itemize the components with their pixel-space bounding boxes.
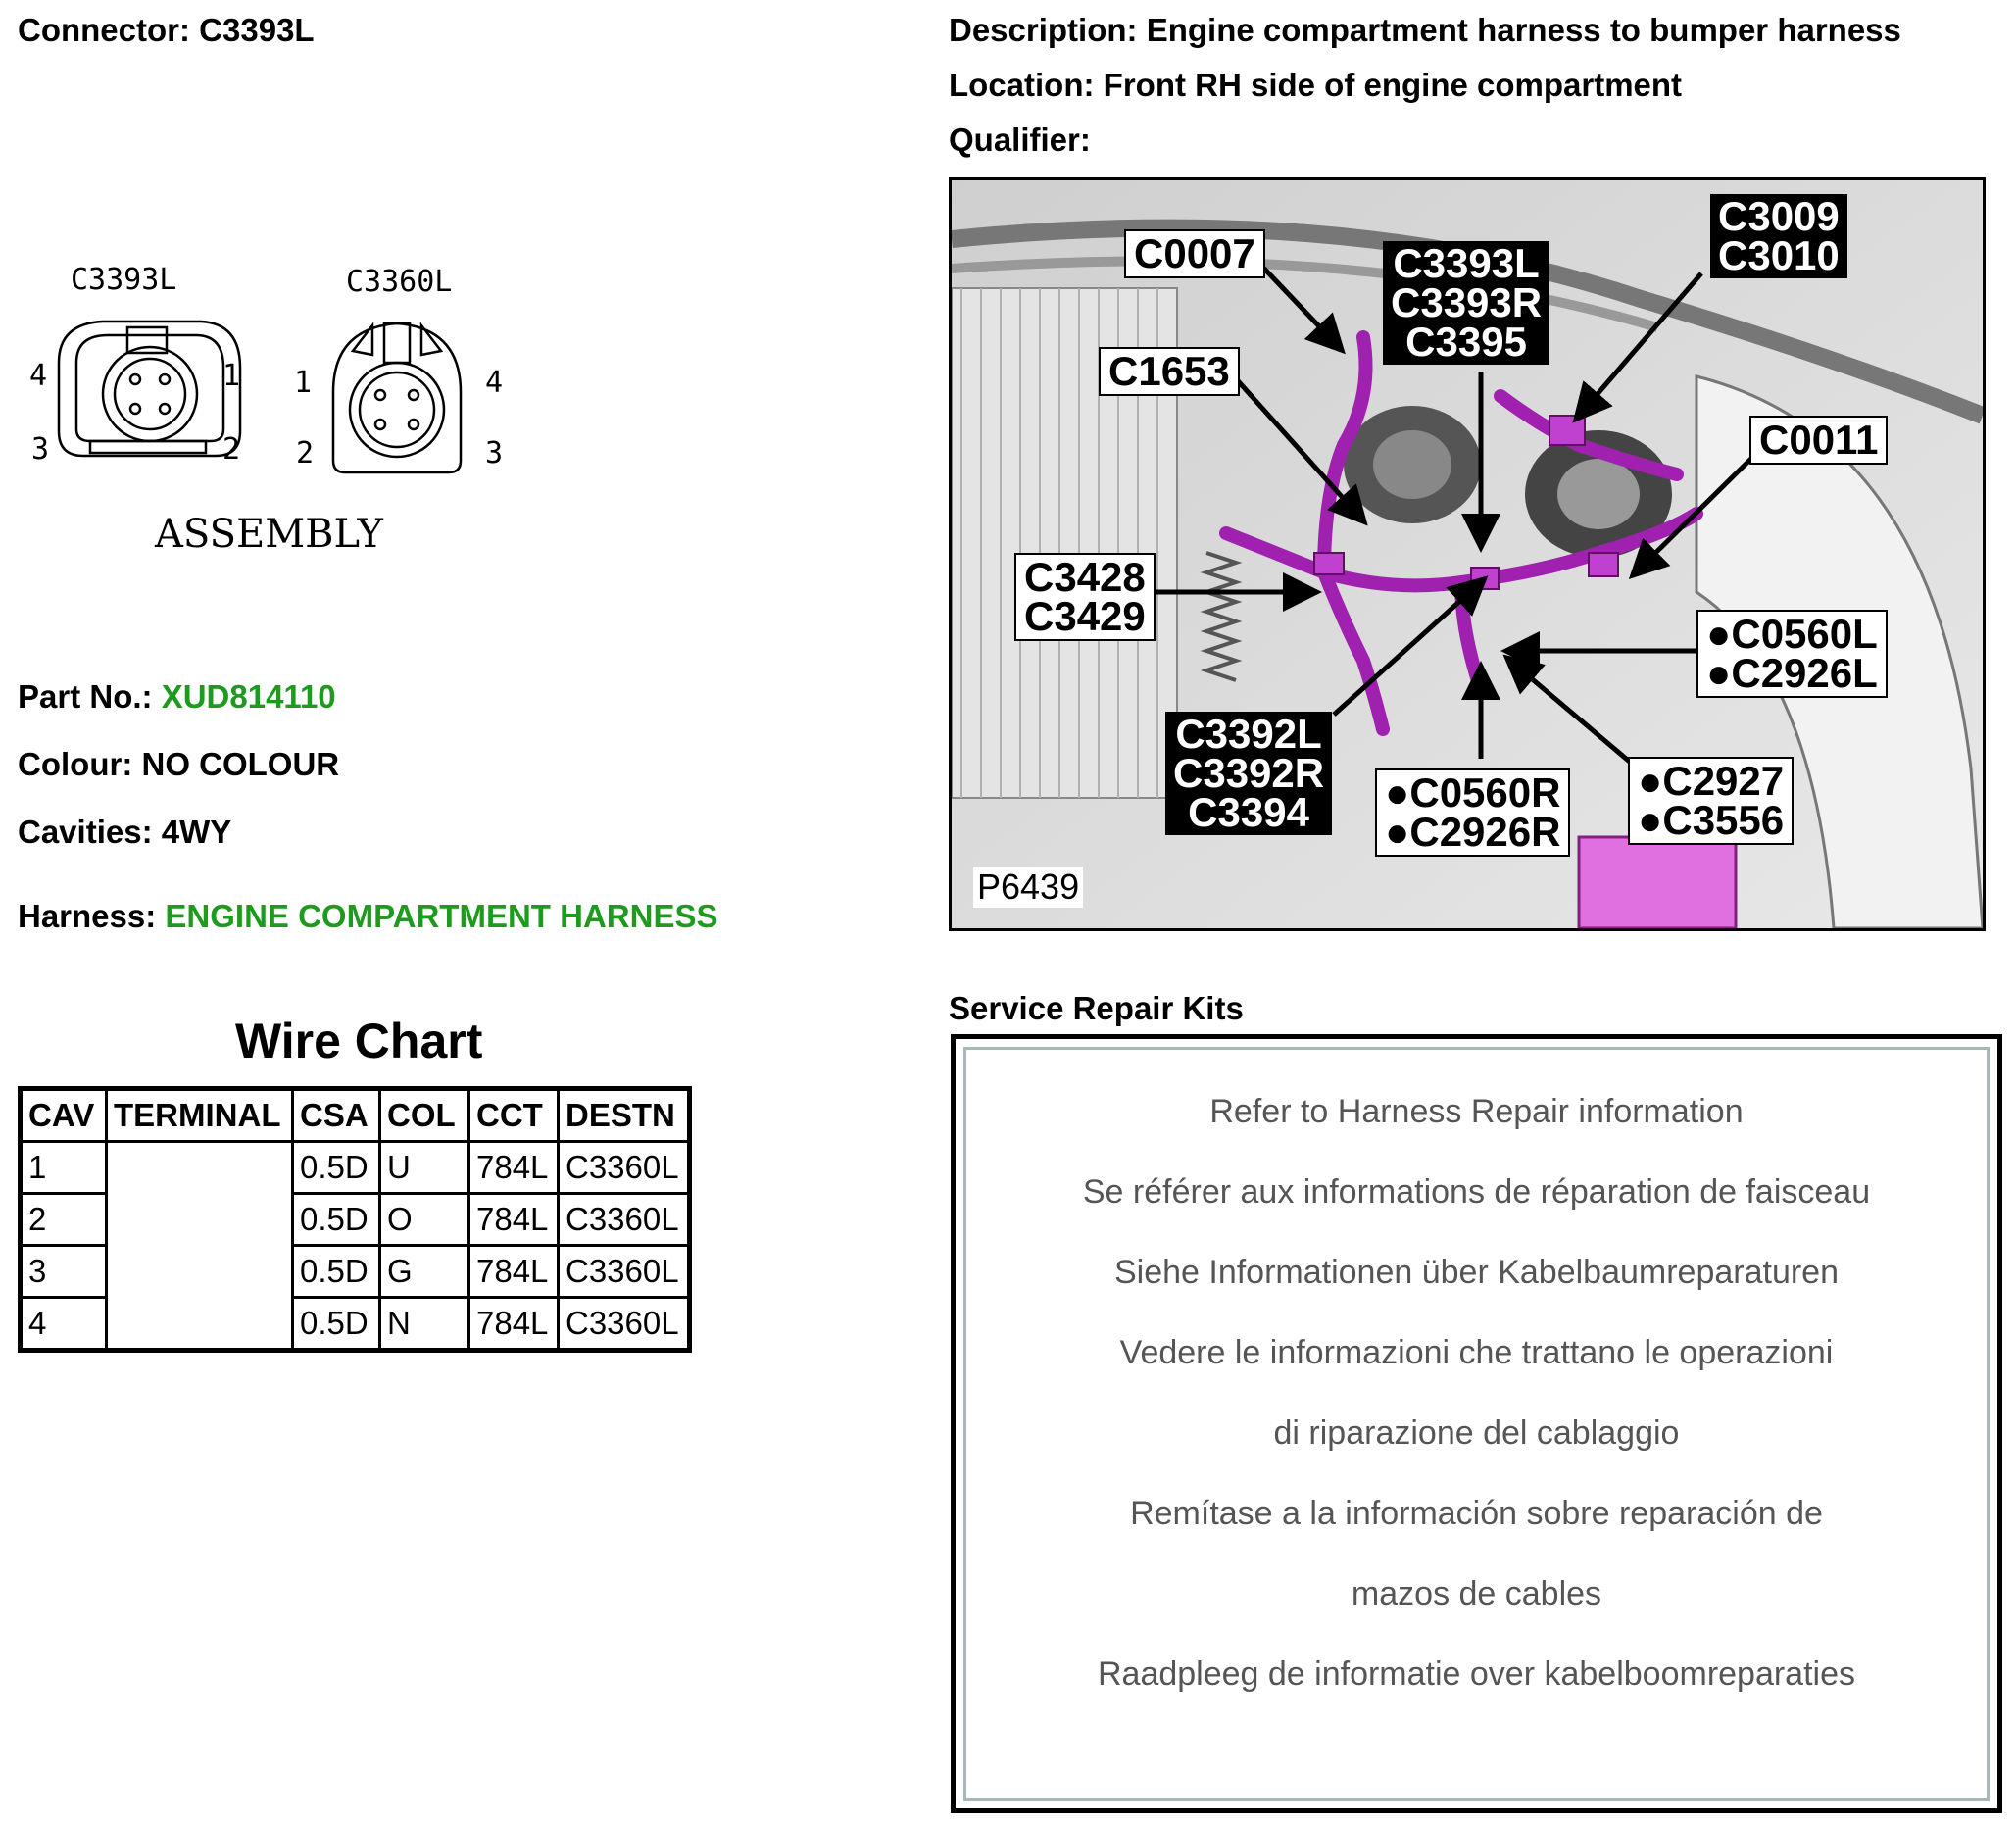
part-no-label: Part No.: <box>18 678 153 715</box>
left-pin-2: 2 <box>222 432 241 467</box>
right-pin-2: 2 <box>296 436 315 471</box>
wire-chart-table <box>18 1086 692 1353</box>
callout-c0011: C0011 <box>1749 416 1888 465</box>
table-row <box>21 1142 690 1194</box>
connector-heading <box>18 12 315 49</box>
col-csa: CSA <box>293 1089 380 1142</box>
cavities-value: 4WY <box>161 814 232 850</box>
cell-col: O <box>380 1194 469 1246</box>
wire-chart-header-row <box>21 1089 690 1142</box>
col-cav: CAV <box>21 1089 107 1142</box>
description-value: Engine compartment harness to bumper harness <box>1146 12 1901 48</box>
col-col: COL <box>380 1089 469 1142</box>
description-label: Description: <box>949 12 1138 48</box>
cell-cct: 784L <box>469 1298 559 1351</box>
right-pin-3: 3 <box>485 436 504 471</box>
diagram-caption: ASSEMBLY <box>155 512 383 557</box>
location-value: Front RH side of engine compartment <box>1103 67 1683 103</box>
colour-label: Colour: <box>18 746 133 782</box>
repair-line-it-2: di riparazione del cablaggio <box>1273 1414 1680 1452</box>
cell-cct: 784L <box>469 1246 559 1298</box>
cavities-label: Cavities: <box>18 814 153 850</box>
repair-line-de: Siehe Informationen über Kabelbaumreparaturen <box>1113 1254 1840 1291</box>
service-repair-inner <box>963 1047 1990 1801</box>
part-no-row <box>18 678 336 716</box>
colour-row <box>18 746 339 783</box>
cell-cav: 1 <box>21 1142 107 1194</box>
service-repair-box <box>951 1034 2002 1813</box>
callout-c1653: C1653 <box>1099 347 1240 396</box>
callout-c2927: ●C2927 ●C3556 <box>1628 757 1794 845</box>
left-connector-name: C3393L <box>71 263 177 297</box>
connector-value: C3393L <box>199 12 315 48</box>
cell-terminal <box>107 1142 293 1351</box>
callout-c3428: C3428 C3429 <box>1014 553 1156 641</box>
left-connector-face <box>59 322 240 456</box>
location-photo <box>949 177 1986 931</box>
repair-line-nl: Raadpleeg de informatie over kabelboomreparaties <box>1097 1656 1856 1693</box>
cell-cct: 784L <box>469 1142 559 1194</box>
repair-line-es-2: mazos de cables <box>1351 1575 1602 1612</box>
cell-destn: C3360L <box>559 1298 690 1351</box>
cell-destn: C3360L <box>559 1246 690 1298</box>
cell-cav: 3 <box>21 1246 107 1298</box>
cell-col: G <box>380 1246 469 1298</box>
callout-c0007: C0007 <box>1124 229 1265 278</box>
harness-link[interactable]: ENGINE COMPARTMENT HARNESS <box>165 898 718 934</box>
connector-label: Connector: <box>18 12 190 48</box>
harness-label: Harness: <box>18 898 157 934</box>
qualifier-label: Qualifier: <box>949 122 1091 158</box>
colour-value: NO COLOUR <box>141 746 340 782</box>
cell-csa: 0.5D <box>293 1298 380 1351</box>
part-no-link[interactable]: XUD814110 <box>161 678 336 715</box>
right-connector-name: C3360L <box>346 265 453 299</box>
callout-c0560l: ●C0560L ●C2926L <box>1696 610 1888 698</box>
location-label: Location: <box>949 67 1095 103</box>
repair-line-fr: Se référer aux informations de réparation de faisceau <box>1082 1173 1871 1211</box>
callout-c0560r: ●C0560R ●C2926R <box>1375 768 1570 857</box>
cell-col: N <box>380 1298 469 1351</box>
image-ref: P6439 <box>973 867 1083 908</box>
col-cct: CCT <box>469 1089 559 1142</box>
callout-c3393: C3393L C3393R C3395 <box>1383 241 1549 365</box>
cell-cav: 4 <box>21 1298 107 1351</box>
cavities-row <box>18 814 231 851</box>
location-row <box>949 67 1682 104</box>
repair-line-it-1: Vedere le informazioni che trattano le operazioni <box>1119 1334 1834 1371</box>
left-pin-1: 1 <box>222 359 241 393</box>
cell-destn: C3360L <box>559 1194 690 1246</box>
col-terminal: TERMINAL <box>107 1089 293 1142</box>
right-connector-face <box>333 323 461 472</box>
cell-csa: 0.5D <box>293 1246 380 1298</box>
cell-cct: 784L <box>469 1194 559 1246</box>
cell-destn: C3360L <box>559 1142 690 1194</box>
cell-csa: 0.5D <box>293 1142 380 1194</box>
wire-chart-title: Wire Chart <box>235 1014 483 1068</box>
left-pin-3: 3 <box>31 432 50 467</box>
cell-col: U <box>380 1142 469 1194</box>
callout-c3392: C3392L C3392R C3394 <box>1165 712 1332 835</box>
right-pin-4: 4 <box>485 366 504 400</box>
repair-line-en: Refer to Harness Repair information <box>1209 1093 1744 1130</box>
service-repair-title: Service Repair Kits <box>949 990 1244 1026</box>
callout-c3009: C3009 C3010 <box>1710 194 1847 278</box>
cell-csa: 0.5D <box>293 1194 380 1246</box>
cell-cav: 2 <box>21 1194 107 1246</box>
harness-row <box>18 898 717 935</box>
right-pin-1: 1 <box>294 366 313 400</box>
description-row <box>949 12 1901 49</box>
left-pin-4: 4 <box>29 359 48 393</box>
connector-diagram <box>20 245 529 569</box>
col-destn: DESTN <box>559 1089 690 1142</box>
repair-line-es-1: Remítase a la información sobre reparación de <box>1130 1495 1823 1532</box>
